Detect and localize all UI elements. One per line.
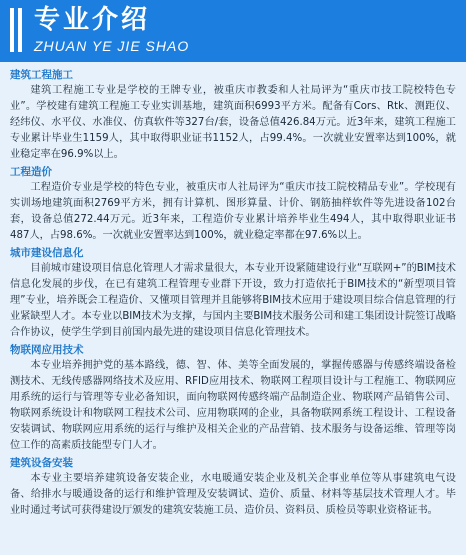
content xyxy=(10,66,456,520)
section-heading: 物联网应用技术 xyxy=(10,344,84,356)
section-body: 本专业主要培养建筑设备安装企业，水电暖通安装企业及机关企事业单位等从事建筑电气设备、给排水与暖通设备的运行和维护管理及安装调试、造价、质量、材料等基层技术管理人才。毕业时通过考试可获得建设厅颁发的建筑安装施工员、造价员、资料员、质检员等职业资格证书。 xyxy=(10,473,456,516)
section-heading: 工程造价 xyxy=(10,166,52,178)
section-body: 本专业培养拥护党的基本路线，德、智、体、美等全面发展的，掌握传感器与传感终端设备检测技术、无线传感器网络技术及应用、RFID应用技术、物联网工程项目设计与工程施工、物联网应用系统的运行与管理等专业必备知识，面向物联网传感终端产品制造企业、物联网产品销售公司、物联网系统设计和物联网工程技术公司、应用物联网的企业，具备物联网系统工程设计、工程设备安装调试、物联网应用系统的运行与维护及相关企业的产品营销、技术服务与设备运维、管理等岗位工作的高素质技能型专门人才。 xyxy=(10,360,456,451)
section-heading: 建筑设备安装 xyxy=(10,457,73,469)
section-heading: 城市建设信息化 xyxy=(10,247,84,259)
section-heading: 建筑工程施工 xyxy=(10,69,73,81)
header-banner xyxy=(0,0,466,62)
section-body: 目前城市建设项目信息化管理人才需求量很大，本专业开设紧随建设行业“互联网+”的BIM技术信息化发展的步伐，在已有建筑工程管理专业群下开设，致力打造依托于BIM技术的“新型项目管理”专业，培养既会工程造价、又懂项目管理并且能够将BIM技术应用于建设项目综合信息管理的行业紧缺型人才。本专业以BIM技术为支撑，与国内主要BIM技术服务公司和建工集团设计院签订战略合作协议，使学生学到目前国内最先进的建设项目信息化管理技术。 xyxy=(10,263,456,338)
section-body: 工程造价专业是学校的特色专业，被重庆市人社局评为“重庆市技工院校精品专业”。学校现有实训场地建筑面积2769平方米，拥有计算机、图形算量、计价、钢筋抽样软件等先进设备102台套，设备总值272.44万元。近3年来，工程造价专业累计培养毕业生494人，其中取得职业证书487人，占98.6%。一次就业安置率达到100%，就业稳定率都在97.6%以上。 xyxy=(10,182,456,241)
decor-bar-icon xyxy=(10,8,14,52)
page-title: 专业介绍 xyxy=(34,5,151,35)
decor-bar-icon xyxy=(18,8,22,52)
section-body: 建筑工程施工专业是学校的王牌专业，被重庆市教委和人社局评为“重庆市技工院校特色专业”。学校建有建筑工程施工专业实训基地，建筑面积6993平方米。配备有Cors、Rtk、测距仪、经纬仪、水平仪、水准仪、仿真软件等327台/套，设备总值426.84万元。近3年来，建筑工程施工专业累计毕业生1159人，其中取得职业证书1152人，占99.4%。一次就业安置率达到100%，就业稳定率在96.9%以上。 xyxy=(10,85,456,160)
page-subtitle: ZHUAN YE JIE SHAO xyxy=(34,38,190,54)
